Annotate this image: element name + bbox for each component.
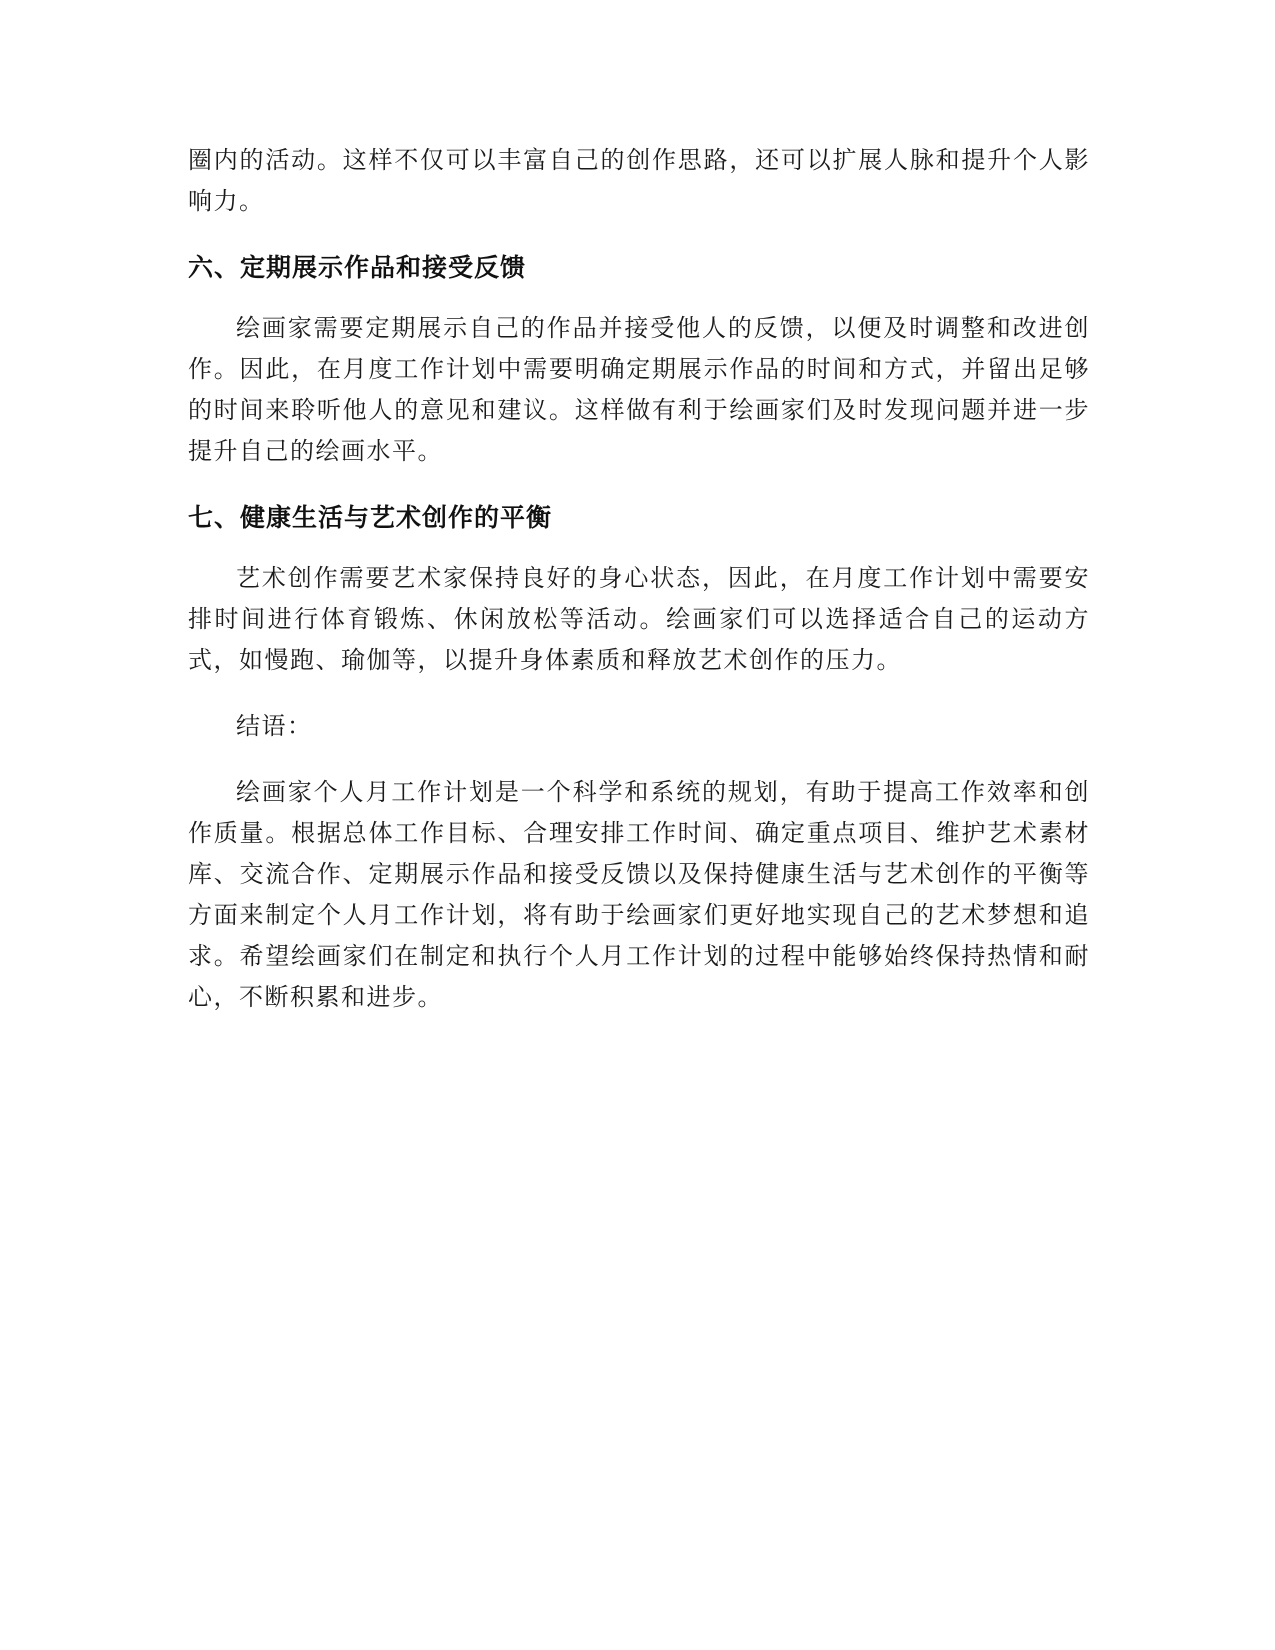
section-heading-6: 六、定期展示作品和接受反馈 bbox=[188, 253, 527, 282]
continuation-paragraph: 圈内的活动。这样不仅可以丰富自己的创作思路，还可以扩展人脉和提升个人影响力。 bbox=[188, 146, 1090, 215]
conclusion-paragraph: 绘画家个人月工作计划是一个科学和系统的规划，有助于提高工作效率和创作质量。根据总体工作目标、合理安排工作时间、确定重点项目、维护艺术素材库、交流合作、定期展示作品和接受反馈以及保持健康生活与艺术创作的平衡等方面来制定个人月工作计划，将有助于绘画家们更好地实现自己的艺术梦想和追求。希望绘画家们在制定和执行个人月工作计划的过程中能够始终保持热情和耐心，不断积累和进步。 bbox=[188, 778, 1090, 1011]
conclusion-label: 结语： bbox=[236, 712, 313, 740]
document-body bbox=[188, 140, 1090, 1043]
section-heading-7: 七、健康生活与艺术创作的平衡 bbox=[188, 503, 553, 532]
section-paragraph-7: 艺术创作需要艺术家保持良好的身心状态，因此，在月度工作计划中需要安排时间进行体育锻炼、休闲放松等活动。绘画家们可以选择适合自己的运动方式，如慢跑、瑜伽等，以提升身体素质和释放艺术创作的压力。 bbox=[188, 564, 1090, 674]
section-paragraph-6: 绘画家需要定期展示自己的作品并接受他人的反馈，以便及时调整和改进创作。因此，在月度工作计划中需要明确定期展示作品的时间和方式，并留出足够的时间来聆听他人的意见和建议。这样做有利于绘画家们及时发现问题并进一步提升自己的绘画水平。 bbox=[188, 314, 1090, 465]
